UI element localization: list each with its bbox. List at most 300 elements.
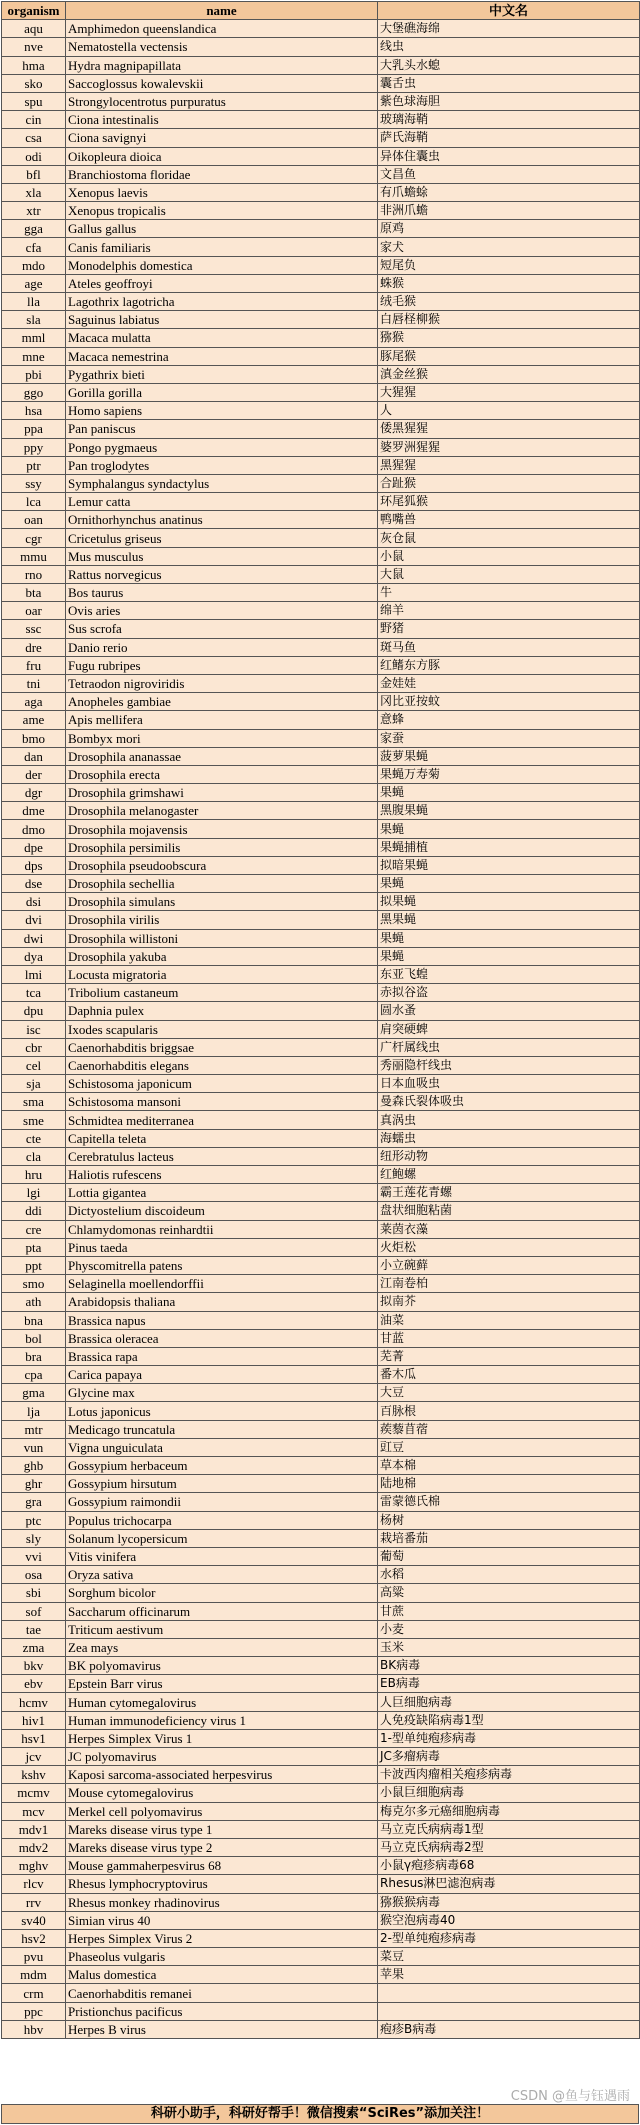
scientific-name-cell: Ovis aries (66, 602, 378, 620)
chinese-name-cell: 大鼠 (378, 565, 640, 583)
chinese-name-cell: 环尾狐猴 (378, 493, 640, 511)
scientific-name-cell: Mareks disease virus type 2 (66, 1838, 378, 1856)
organism-code-cell: dse (2, 875, 66, 893)
scientific-name-cell: Gossypium herbaceum (66, 1457, 378, 1475)
table-row (2, 674, 640, 692)
organism-code-cell: cte (2, 1129, 66, 1147)
table-row (2, 56, 640, 74)
table-row (2, 1111, 640, 1129)
organism-code-cell: dme (2, 802, 66, 820)
scientific-name-cell: Herpes Simplex Virus 2 (66, 1929, 378, 1947)
organism-code-cell: bfl (2, 165, 66, 183)
scientific-name-cell: Drosophila pseudoobscura (66, 856, 378, 874)
table-row (2, 38, 640, 56)
table-row (2, 1602, 640, 1620)
table-row (2, 493, 640, 511)
scientific-name-cell: Branchiostoma floridae (66, 165, 378, 183)
scientific-name-cell: Glycine max (66, 1384, 378, 1402)
organism-code-cell: cla (2, 1147, 66, 1165)
scientific-name-cell: Schistosoma japonicum (66, 1075, 378, 1093)
organism-code-cell: age (2, 274, 66, 292)
organism-code-cell: gra (2, 1493, 66, 1511)
chinese-name-cell: 江南卷柏 (378, 1275, 640, 1293)
table-row (2, 74, 640, 92)
scientific-name-cell: Herpes B virus (66, 2020, 378, 2038)
scientific-name-cell: Medicago truncatula (66, 1420, 378, 1438)
scientific-name-cell: Ciona savignyi (66, 129, 378, 147)
organism-code-cell: sbi (2, 1584, 66, 1602)
table-row (2, 965, 640, 983)
organism-code-cell: dps (2, 856, 66, 874)
organism-code-cell: csa (2, 129, 66, 147)
chinese-name-cell: 大乳头水螅 (378, 56, 640, 74)
organism-code-cell: rno (2, 565, 66, 583)
table-row (2, 1147, 640, 1165)
organism-code-cell: ghr (2, 1475, 66, 1493)
organism-code-cell: oan (2, 511, 66, 529)
table-row (2, 1748, 640, 1766)
organism-code-cell: xla (2, 183, 66, 201)
scientific-name-cell: Drosophila grimshawi (66, 784, 378, 802)
chinese-name-cell: 文昌鱼 (378, 165, 640, 183)
table-row (2, 1166, 640, 1184)
chinese-name-cell: 莱茵衣藻 (378, 1220, 640, 1238)
scientific-name-cell: Ornithorhynchus anatinus (66, 511, 378, 529)
chinese-name-cell: 水稻 (378, 1566, 640, 1584)
chinese-name-cell: 有爪蟾蜍 (378, 183, 640, 201)
scientific-name-cell: Rattus norvegicus (66, 565, 378, 583)
table-row (2, 1820, 640, 1838)
organism-code-cell: pta (2, 1238, 66, 1256)
scientific-name-cell: Oikopleura dioica (66, 147, 378, 165)
table-row (2, 129, 640, 147)
chinese-name-cell: 灰仓鼠 (378, 529, 640, 547)
organism-code-cell: dgr (2, 784, 66, 802)
organism-code-cell: lla (2, 293, 66, 311)
scientific-name-cell: Xenopus laevis (66, 183, 378, 201)
scientific-name-cell: Human cytomegalovirus (66, 1693, 378, 1711)
scientific-name-cell: Brassica oleracea (66, 1329, 378, 1347)
scientific-name-cell: Lottia gigantea (66, 1184, 378, 1202)
scientific-name-cell: Gossypium raimondii (66, 1493, 378, 1511)
organism-code-cell: ptc (2, 1511, 66, 1529)
table-row (2, 1020, 640, 1038)
scientific-name-cell: Epstein Barr virus (66, 1675, 378, 1693)
chinese-name-cell: 小鼠 (378, 547, 640, 565)
scientific-name-cell: Anopheles gambiae (66, 693, 378, 711)
chinese-name-cell: 1-型单纯疱疹病毒 (378, 1729, 640, 1747)
chinese-name-cell: 囊舌虫 (378, 74, 640, 92)
chinese-name-cell: 拟暗果蝇 (378, 856, 640, 874)
organism-code-cell: dya (2, 947, 66, 965)
scientific-name-cell: Dictyostelium discoideum (66, 1202, 378, 1220)
scientific-name-cell: Caenorhabditis briggsae (66, 1038, 378, 1056)
chinese-name-cell: 萨氏海鞘 (378, 129, 640, 147)
scientific-name-cell: Monodelphis domestica (66, 256, 378, 274)
table-row (2, 820, 640, 838)
table-row (2, 111, 640, 129)
table-row (2, 765, 640, 783)
table-row (2, 1366, 640, 1384)
organism-code-cell: hbv (2, 2020, 66, 2038)
chinese-name-cell: 滇金丝猴 (378, 365, 640, 383)
organism-code-cell: rlcv (2, 1875, 66, 1893)
chinese-name-cell: 玉米 (378, 1638, 640, 1656)
chinese-name-cell: 小鼠γ疱疹病毒68 (378, 1857, 640, 1875)
organism-code-cell: hiv1 (2, 1711, 66, 1729)
scientific-name-cell: Caenorhabditis remanei (66, 1984, 378, 2002)
table-row (2, 1493, 640, 1511)
chinese-name-cell: 日本血吸虫 (378, 1075, 640, 1093)
chinese-name-cell: 意蜂 (378, 711, 640, 729)
chinese-name-cell (378, 1984, 640, 2002)
chinese-name-cell: 甘蔗 (378, 1602, 640, 1620)
scientific-name-cell: Ateles geoffroyi (66, 274, 378, 292)
scientific-name-cell: Drosophila persimilis (66, 838, 378, 856)
table-row (2, 1129, 640, 1147)
table-row (2, 220, 640, 238)
organism-code-cell: sme (2, 1111, 66, 1129)
scientific-name-cell: Nematostella vectensis (66, 38, 378, 56)
chinese-name-cell: 甘蓝 (378, 1329, 640, 1347)
table-row (2, 1911, 640, 1929)
organism-code-cell: tae (2, 1620, 66, 1638)
organism-code-cell: mdm (2, 1966, 66, 1984)
table-row (2, 1275, 640, 1293)
scientific-name-cell: Arabidopsis thaliana (66, 1293, 378, 1311)
organism-code-cell: mcv (2, 1802, 66, 1820)
scientific-name-cell: Zea mays (66, 1638, 378, 1656)
organism-code-cell: smo (2, 1275, 66, 1293)
organism-code-cell: sma (2, 1093, 66, 1111)
organism-code-cell: bta (2, 584, 66, 602)
organism-code-cell: cre (2, 1220, 66, 1238)
chinese-name-cell: 雷蒙德氏棉 (378, 1493, 640, 1511)
footer-banner: 科研小助手，科研好帮手！微信搜索“SciRes”添加关注！ (1, 2104, 639, 2124)
table-row (2, 2020, 640, 2038)
scientific-name-cell: Apis mellifera (66, 711, 378, 729)
scientific-name-cell: Gorilla gorilla (66, 383, 378, 401)
scientific-name-cell: Lotus japonicus (66, 1402, 378, 1420)
organism-code-cell: rrv (2, 1893, 66, 1911)
organism-code-cell: lmi (2, 965, 66, 983)
chinese-name-cell: 果蝇 (378, 929, 640, 947)
organism-code-cell: osa (2, 1566, 66, 1584)
table-row (2, 1893, 640, 1911)
organism-code-cell: cfa (2, 238, 66, 256)
organism-code-cell: dpu (2, 1002, 66, 1020)
chinese-name-cell: 绒毛猴 (378, 293, 640, 311)
table-row (2, 584, 640, 602)
table-row (2, 511, 640, 529)
organism-code-cell: sof (2, 1602, 66, 1620)
organism-code-cell: bra (2, 1347, 66, 1365)
scientific-name-cell: Ixodes scapularis (66, 1020, 378, 1038)
chinese-name-cell: 菜豆 (378, 1948, 640, 1966)
table-row (2, 747, 640, 765)
table-row (2, 602, 640, 620)
scientific-name-cell: Capitella teleta (66, 1129, 378, 1147)
table-row (2, 1075, 640, 1093)
chinese-name-cell: 秀丽隐杆线虫 (378, 1056, 640, 1074)
table-row (2, 1566, 640, 1584)
table-row (2, 274, 640, 292)
table-row (2, 638, 640, 656)
chinese-name-cell: 草本棉 (378, 1457, 640, 1475)
chinese-name-cell: 黑果蝇 (378, 911, 640, 929)
scientific-name-cell: Macaca mulatta (66, 329, 378, 347)
watermark: CSDN @鱼与钰遇雨 (510, 2089, 630, 2104)
scientific-name-cell: Drosophila sechellia (66, 875, 378, 893)
organism-code-cell: pvu (2, 1948, 66, 1966)
organism-code-cell: bmo (2, 729, 66, 747)
organism-code-cell: mdv1 (2, 1820, 66, 1838)
organism-code-cell: ppa (2, 420, 66, 438)
table-row (2, 947, 640, 965)
organism-code-cell: bol (2, 1329, 66, 1347)
organism-code-cell: hru (2, 1166, 66, 1184)
table-row (2, 1093, 640, 1111)
organism-code-cell: lgi (2, 1184, 66, 1202)
chinese-name-cell: BK病毒 (378, 1657, 640, 1675)
organism-code-cell: tca (2, 984, 66, 1002)
chinese-name-cell: 曼森氏裂体吸虫 (378, 1093, 640, 1111)
chinese-name-cell: 斑马鱼 (378, 638, 640, 656)
table-row (2, 1056, 640, 1074)
organism-code-cell: hma (2, 56, 66, 74)
chinese-name-cell: 苹果 (378, 1966, 640, 1984)
scientific-name-cell: Physcomitrella patens (66, 1256, 378, 1274)
chinese-name-cell: 紫色球海胆 (378, 92, 640, 110)
scientific-name-cell: Drosophila yakuba (66, 947, 378, 965)
table-row (2, 1038, 640, 1056)
scientific-name-cell: Cricetulus griseus (66, 529, 378, 547)
scientific-name-cell: Populus trichocarpa (66, 1511, 378, 1529)
scientific-name-cell: Carica papaya (66, 1366, 378, 1384)
chinese-name-cell: 家蚕 (378, 729, 640, 747)
table-row (2, 1766, 640, 1784)
organism-code-cell: der (2, 765, 66, 783)
chinese-name-cell: 家犬 (378, 238, 640, 256)
organism-code-cell: ghb (2, 1457, 66, 1475)
chinese-name-cell: 大豆 (378, 1384, 640, 1402)
scientific-name-cell: Human immunodeficiency virus 1 (66, 1711, 378, 1729)
organism-code-cell: mghv (2, 1857, 66, 1875)
chinese-name-cell: Rhesus淋巴滤泡病毒 (378, 1875, 640, 1893)
table-row (2, 1547, 640, 1565)
table-row (2, 784, 640, 802)
chinese-name-cell: JC多瘤病毒 (378, 1748, 640, 1766)
scientific-name-cell: Tetraodon nigroviridis (66, 674, 378, 692)
organism-code-cell: cbr (2, 1038, 66, 1056)
table-row (2, 383, 640, 401)
chinese-name-cell: 真涡虫 (378, 1111, 640, 1129)
scientific-name-cell: Saccharum officinarum (66, 1602, 378, 1620)
organism-code-cell: mcmv (2, 1784, 66, 1802)
chinese-name-cell: 芜菁 (378, 1347, 640, 1365)
chinese-name-cell: 豚尾猴 (378, 347, 640, 365)
table-row (2, 1184, 640, 1202)
organism-code-cell: zma (2, 1638, 66, 1656)
table-row (2, 20, 640, 38)
chinese-name-cell: 拟果蝇 (378, 893, 640, 911)
chinese-name-cell: 圆水蚤 (378, 1002, 640, 1020)
chinese-name-cell: 原鸡 (378, 220, 640, 238)
scientific-name-cell: Sorghum bicolor (66, 1584, 378, 1602)
chinese-name-cell: 火炬松 (378, 1238, 640, 1256)
species-table (1, 1, 640, 2039)
scientific-name-cell: Macaca nemestrina (66, 347, 378, 365)
organism-code-cell: gma (2, 1384, 66, 1402)
scientific-name-cell: Gallus gallus (66, 220, 378, 238)
scientific-name-cell: Pan paniscus (66, 420, 378, 438)
scientific-name-cell: Kaposi sarcoma-associated herpesvirus (66, 1766, 378, 1784)
scientific-name-cell: Schmidtea mediterranea (66, 1111, 378, 1129)
organism-code-cell: gga (2, 220, 66, 238)
organism-code-cell: dvi (2, 911, 66, 929)
organism-code-cell: lca (2, 493, 66, 511)
organism-code-cell: ppy (2, 438, 66, 456)
organism-code-cell: ame (2, 711, 66, 729)
scientific-name-cell: Pinus taeda (66, 1238, 378, 1256)
scientific-name-cell: Rhesus monkey rhadinovirus (66, 1893, 378, 1911)
table-row (2, 1984, 640, 2002)
scientific-name-cell: Herpes Simplex Virus 1 (66, 1729, 378, 1747)
chinese-name-cell: 东亚飞蝗 (378, 965, 640, 983)
scientific-name-cell: Locusta migratoria (66, 965, 378, 983)
scientific-name-cell: Pan troglodytes (66, 456, 378, 474)
chinese-name-cell: 果蝇 (378, 820, 640, 838)
table-row (2, 656, 640, 674)
chinese-name-cell: 大猩猩 (378, 383, 640, 401)
scientific-name-cell: Vigna unguiculata (66, 1438, 378, 1456)
chinese-name-cell: 果蝇 (378, 784, 640, 802)
table-row (2, 1329, 640, 1347)
table-row (2, 1238, 640, 1256)
scientific-name-cell: Brassica napus (66, 1311, 378, 1329)
organism-code-cell: ath (2, 1293, 66, 1311)
scientific-name-cell: Saccoglossus kowalevskii (66, 74, 378, 92)
organism-code-cell: odi (2, 147, 66, 165)
table-row (2, 474, 640, 492)
scientific-name-cell: Daphnia pulex (66, 1002, 378, 1020)
organism-code-cell: bkv (2, 1657, 66, 1675)
chinese-name-cell: 鸭嘴兽 (378, 511, 640, 529)
chinese-name-cell: 果蝇 (378, 875, 640, 893)
chinese-name-cell: 番木瓜 (378, 1366, 640, 1384)
table-row (2, 456, 640, 474)
chinese-name-cell: 卡波西肉瘤相关疱疹病毒 (378, 1766, 640, 1784)
table-row (2, 311, 640, 329)
organism-code-cell: hsv2 (2, 1929, 66, 1947)
scientific-name-cell: Bos taurus (66, 584, 378, 602)
scientific-name-cell: Merkel cell polyomavirus (66, 1802, 378, 1820)
organism-code-cell: vun (2, 1438, 66, 1456)
organism-code-cell: ppt (2, 1256, 66, 1274)
organism-code-cell: mdo (2, 256, 66, 274)
header-name: name (66, 2, 378, 20)
chinese-name-cell: 婆罗洲猩猩 (378, 438, 640, 456)
table-row (2, 893, 640, 911)
chinese-name-cell: 大堡礁海绵 (378, 20, 640, 38)
chinese-name-cell: 冈比亚按蚊 (378, 693, 640, 711)
chinese-name-cell: 野猪 (378, 620, 640, 638)
scientific-name-cell: Homo sapiens (66, 402, 378, 420)
scientific-name-cell: Pongo pygmaeus (66, 438, 378, 456)
organism-code-cell: oar (2, 602, 66, 620)
table-row (2, 620, 640, 638)
table-row (2, 1202, 640, 1220)
chinese-name-cell: EB病毒 (378, 1675, 640, 1693)
table-row (2, 1293, 640, 1311)
organism-code-cell: cpa (2, 1366, 66, 1384)
chinese-name-cell: 蛛猴 (378, 274, 640, 292)
scientific-name-cell: Malus domestica (66, 1966, 378, 1984)
organism-code-cell: bna (2, 1311, 66, 1329)
chinese-name-cell: 豇豆 (378, 1438, 640, 1456)
chinese-name-cell: 小立碗藓 (378, 1256, 640, 1274)
scientific-name-cell: Oryza sativa (66, 1566, 378, 1584)
table-row (2, 1838, 640, 1856)
table-row (2, 856, 640, 874)
scientific-name-cell: Saguinus labiatus (66, 311, 378, 329)
table-row (2, 547, 640, 565)
table-row (2, 1475, 640, 1493)
scientific-name-cell: Tribolium castaneum (66, 984, 378, 1002)
table-row (2, 929, 640, 947)
scientific-name-cell: Ciona intestinalis (66, 111, 378, 129)
organism-code-cell: sko (2, 74, 66, 92)
chinese-name-cell: 线虫 (378, 38, 640, 56)
chinese-name-cell: 肩突硬蜱 (378, 1020, 640, 1038)
chinese-name-cell: 人 (378, 402, 640, 420)
chinese-name-cell: 小鼠巨细胞病毒 (378, 1784, 640, 1802)
table-row (2, 565, 640, 583)
table-row (2, 1402, 640, 1420)
organism-code-cell: mmu (2, 547, 66, 565)
chinese-name-cell: 猕猴 (378, 329, 640, 347)
chinese-name-cell: 陆地棉 (378, 1475, 640, 1493)
organism-code-cell: mdv2 (2, 1838, 66, 1856)
table-row (2, 402, 640, 420)
table-row (2, 1929, 640, 1947)
organism-code-cell: hsv1 (2, 1729, 66, 1747)
scientific-name-cell: Haliotis rufescens (66, 1166, 378, 1184)
scientific-name-cell: Cerebratulus lacteus (66, 1147, 378, 1165)
chinese-name-cell: 合趾猴 (378, 474, 640, 492)
scientific-name-cell: Hydra magnipapillata (66, 56, 378, 74)
table-row (2, 1638, 640, 1656)
scientific-name-cell: Fugu rubripes (66, 656, 378, 674)
table-row (2, 711, 640, 729)
organism-code-cell: mtr (2, 1420, 66, 1438)
organism-code-cell: dpe (2, 838, 66, 856)
table-row (2, 1784, 640, 1802)
scientific-name-cell: Drosophila mojavensis (66, 820, 378, 838)
chinese-name-cell: 2-型单纯疱疹病毒 (378, 1929, 640, 1947)
organism-code-cell: ssy (2, 474, 66, 492)
table-row (2, 1693, 640, 1711)
table-row (2, 1802, 640, 1820)
organism-code-cell: fru (2, 656, 66, 674)
organism-code-cell: crm (2, 1984, 66, 2002)
chinese-name-cell: 白唇柽柳猴 (378, 311, 640, 329)
organism-code-cell: hcmv (2, 1693, 66, 1711)
table-row (2, 1948, 640, 1966)
chinese-name-cell: 梅克尔多元癌细胞病毒 (378, 1802, 640, 1820)
table-row (2, 1457, 640, 1475)
table-row (2, 365, 640, 383)
